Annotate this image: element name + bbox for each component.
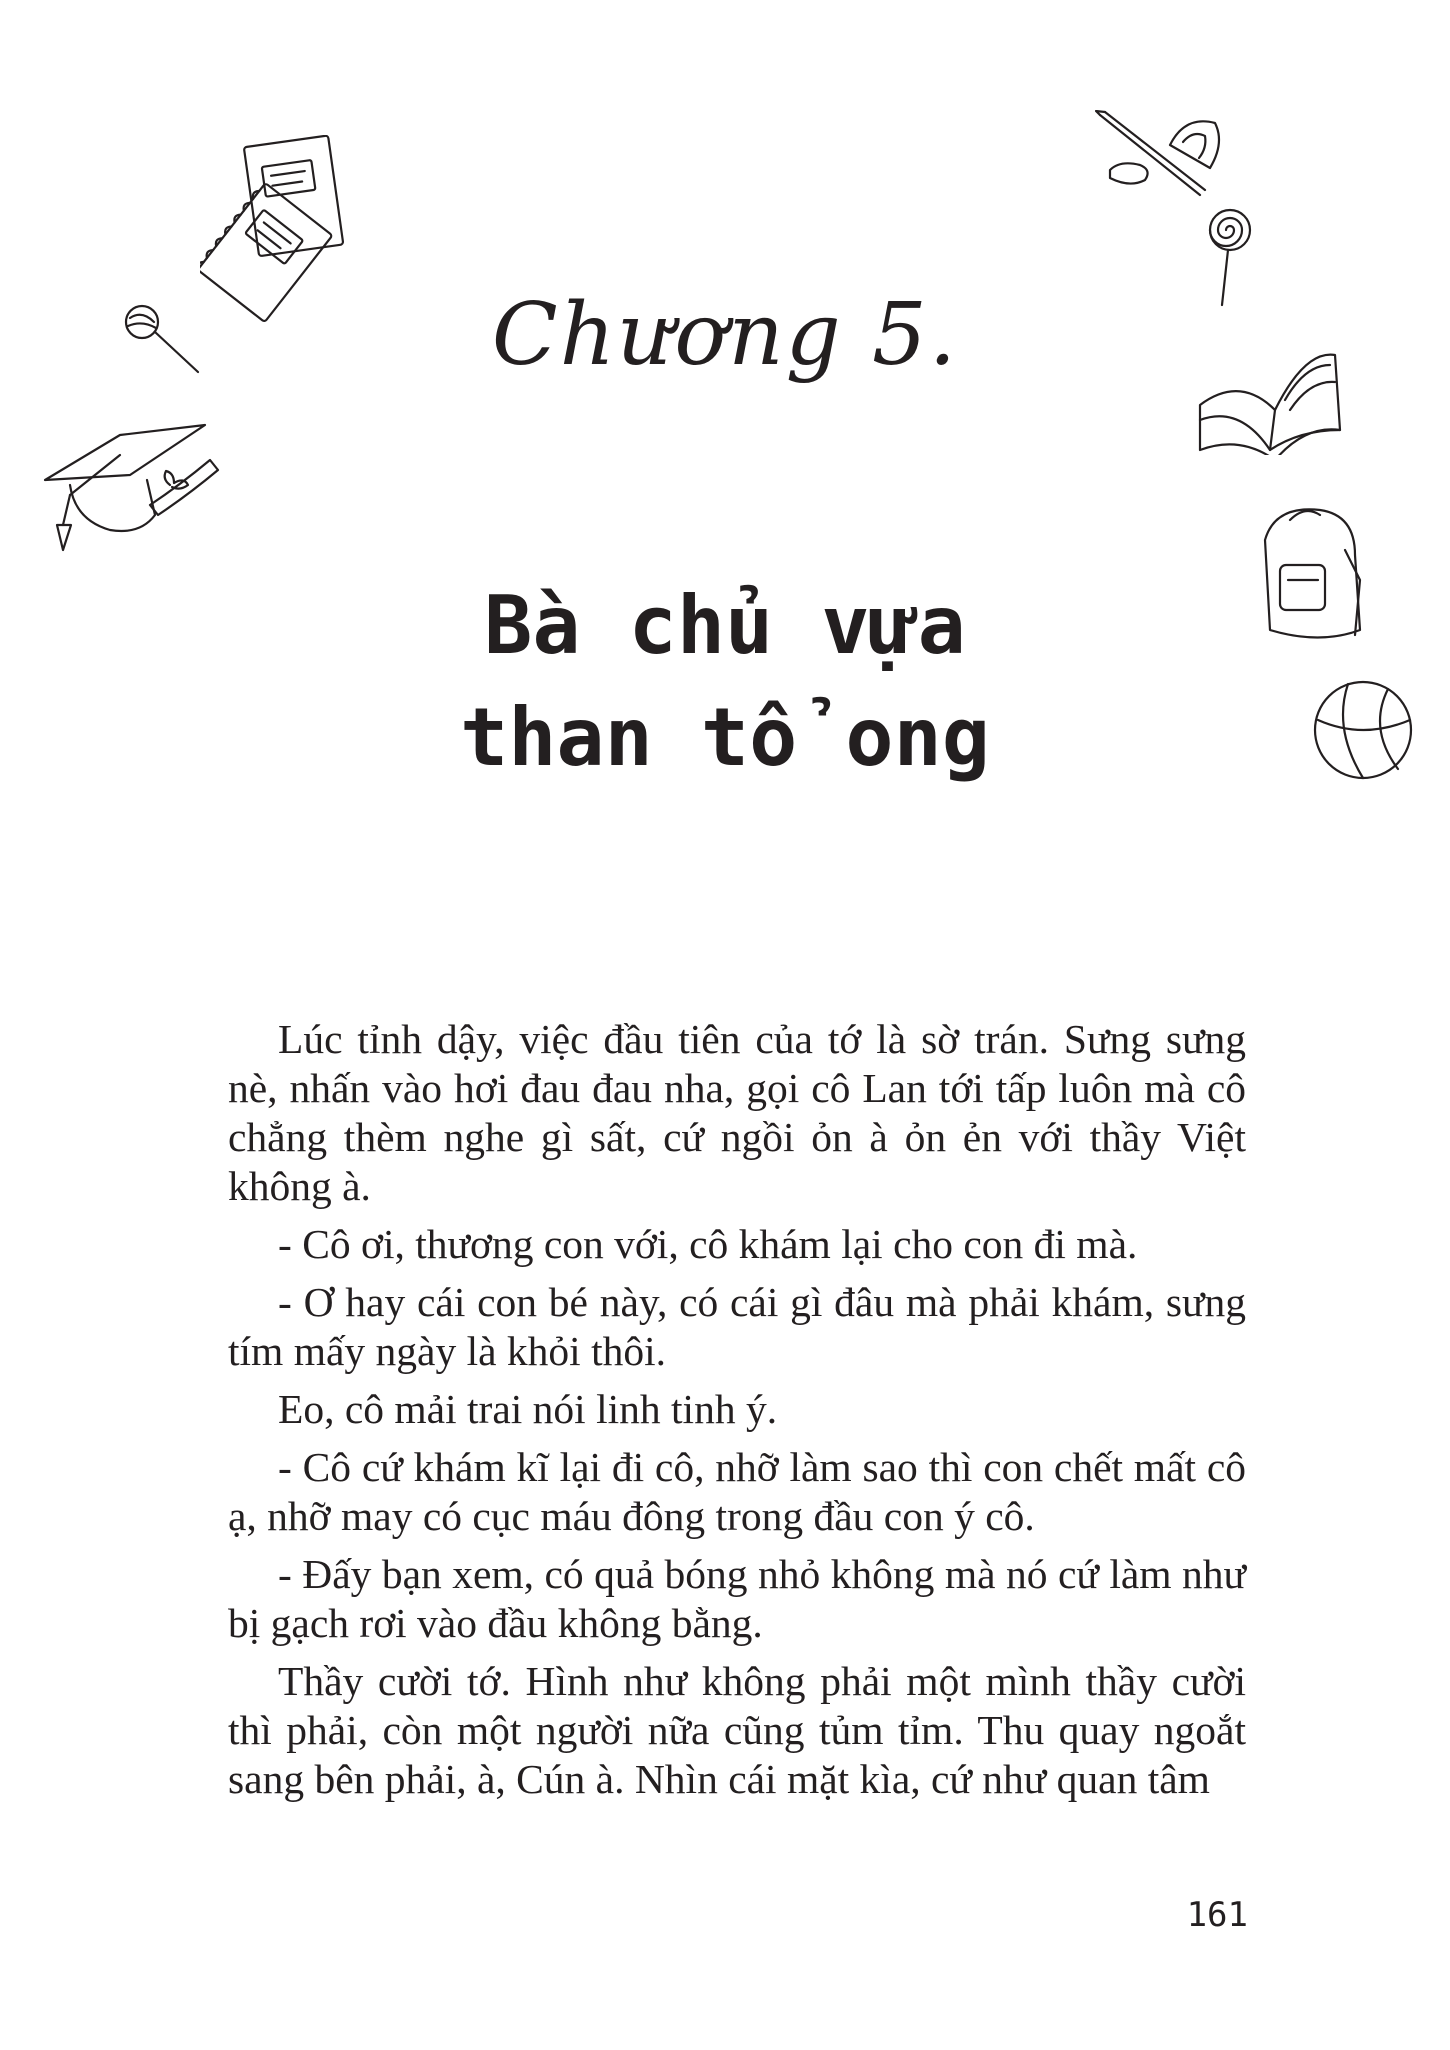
chapter-title-line-2: than tổ ong bbox=[460, 691, 990, 784]
chapter-title bbox=[0, 570, 1450, 794]
chapter-label: Chương 5. bbox=[491, 285, 959, 385]
paragraph: Thầy cười tớ. Hình như không phải một mình thầy cười thì phải, còn một người nữa cũng tủm tỉm. Thu quay ngoắt sang bên phải, à, Cún à. Nhìn cái mặt kìa, cứ như quan tâm bbox=[228, 1658, 1246, 1802]
page-number: 161 bbox=[1186, 1895, 1248, 1935]
paragraph: Eo, cô mải trai nói linh tinh ý. bbox=[278, 1386, 778, 1432]
graduation-cap-icon bbox=[35, 410, 225, 560]
paragraph: - Cô cứ khám kĩ lại đi cô, nhỡ làm sao thì con chết mất cô ạ, nhỡ may có cục máu đông trong đầu con ý cô. bbox=[228, 1444, 1246, 1539]
paragraph: - Cô ơi, thương con với, cô khám lại cho con đi mà. bbox=[278, 1221, 1138, 1267]
chapter-title-line-1: Bà chủ vựa bbox=[484, 579, 966, 672]
paragraph: - Ơ hay cái con bé này, có cái gì đâu mà phải khám, sưng tím mấy ngày là khỏi thôi. bbox=[228, 1279, 1246, 1374]
chapter-body bbox=[228, 1015, 1246, 1813]
paragraph: - Đấy bạn xem, có quả bóng nhỏ không mà nó cứ làm như bị gạch rơi vào đầu không bằng. bbox=[228, 1551, 1246, 1646]
paragraph: Lúc tỉnh dậy, việc đầu tiên của tớ là sờ trán. Sưng sưng nè, nhấn vào hơi đau đau nha, gọi cô Lan tới tấp luôn mà cô chẳng thèm nghe gì sất, cứ ngồi ỏn à ỏn ẻn với thầy Việt không à. bbox=[228, 1016, 1246, 1209]
pencil-ruler-eraser-icon bbox=[1095, 110, 1230, 205]
